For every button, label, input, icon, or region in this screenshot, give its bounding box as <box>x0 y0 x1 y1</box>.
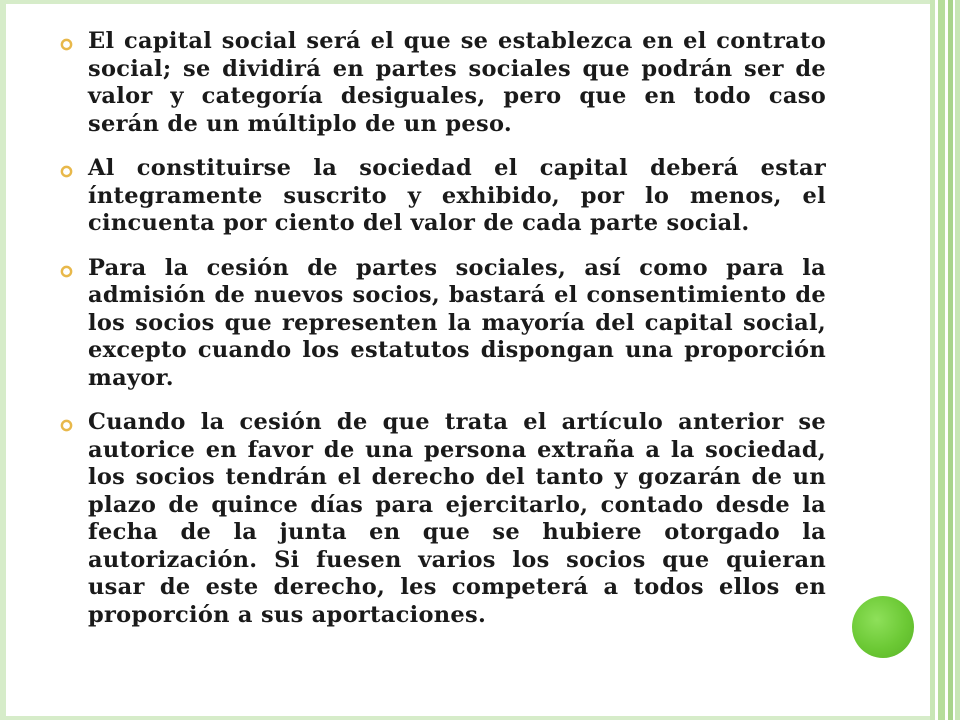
bullet-text: Cuando la cesión de que trata el artículo anterior se autorice en favor de una persona extraña a la sociedad, los socios tendrán el derecho del tanto y gozarán de un plazo de quince días para ejercitarlo, contado desde la fecha de la junta en que se hubiere otorgado la autorización. Si fuesen varios los socios que quieran usar de este derecho, les competerá a todos ellos en proporción a sus aportaciones. <box>88 409 826 628</box>
circle-ring-icon <box>60 265 73 278</box>
bullet-item <box>60 155 826 238</box>
bullet-item <box>60 409 826 629</box>
stripe <box>955 0 960 720</box>
bullet-text: Al constituirse la sociedad el capital deberá estar íntegramente suscrito y exhibido, por lo menos, el cincuenta por ciento del valor de cada parte social. <box>88 155 826 236</box>
decorative-stripes <box>930 0 960 720</box>
bullet-text: El capital social será el que se establezca en el contrato social; se dividirá en partes sociales que podrán ser de valor y categoría desiguales, pero que en todo caso serán de un múltiplo de un peso. <box>88 28 826 137</box>
bullet-text: Para la cesión de partes sociales, así como para la admisión de nuevos socios, bastará el consentimiento de los socios que representen la mayoría del capital social, excepto cuando los estatutos dispongan una proporción mayor. <box>88 254 826 391</box>
slide-content <box>60 28 826 646</box>
bullet-item <box>60 255 826 393</box>
circle-ring-icon <box>60 419 73 432</box>
stripe <box>938 0 945 720</box>
decorative-green-circle <box>852 596 914 658</box>
circle-ring-icon <box>60 165 73 178</box>
circle-ring-icon <box>60 38 73 51</box>
bullet-item <box>60 28 826 138</box>
